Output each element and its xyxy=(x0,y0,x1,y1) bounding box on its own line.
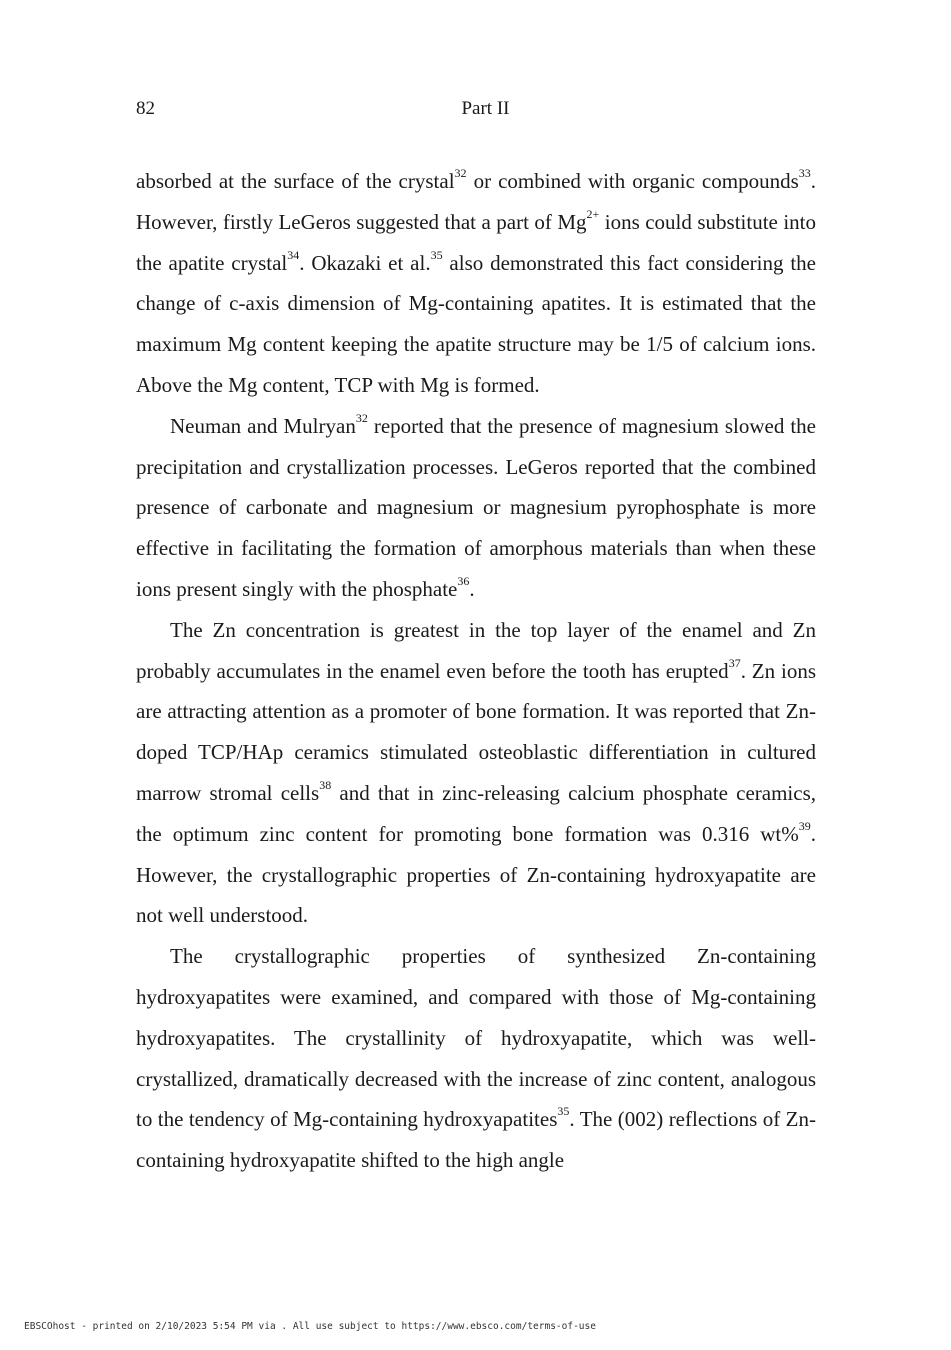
text-run: . xyxy=(469,576,475,601)
text-run: ions could substitute into the apatite crystal xyxy=(136,209,816,275)
citation-superscript: 33 xyxy=(798,166,811,180)
running-head: Part II xyxy=(461,98,510,119)
citation-superscript: 36 xyxy=(457,573,470,588)
text-run: absorbed at the surface of the crystal xyxy=(136,169,455,193)
citation-superscript: 38 xyxy=(319,777,332,792)
paragraph xyxy=(136,936,816,1181)
body-text xyxy=(136,161,816,1181)
paragraph xyxy=(136,610,816,936)
paragraph xyxy=(136,406,816,610)
citation-superscript: 34 xyxy=(287,247,300,262)
text-run: Neuman and Mulryan xyxy=(170,413,356,438)
text-run: . The (002) reflections of Zn-containing hydroxyapatite shifted to the high angle xyxy=(136,1107,816,1173)
paragraph xyxy=(136,161,816,406)
text-run: or combined with organic compounds xyxy=(466,169,799,193)
print-footer: EBSCOhost - printed on 2/10/2023 5:54 PM via . All use subject to https://www.ebsco.com/terms-of-use xyxy=(24,1321,596,1332)
citation-superscript: 32 xyxy=(355,410,368,425)
citation-superscript: 37 xyxy=(728,655,741,670)
text-run: reported that the presence of magnesium slowed the precipitation and crystallization processes. LeGeros reported that the combined presence of carbonate and magnesium or magnesium pyrophosphate is more effective in facilitating the formation of amorphous materials than when these ions present singly with the phosphate xyxy=(136,413,816,601)
page-number: 82 xyxy=(136,98,155,119)
text-run: The crystallographic properties of synthesized Zn-containing hydroxyapatites were examined, and compared with those of Mg-containing hydroxyapatites. The crystallinity of hydroxyapatite, which was well-crystallized, dramatically decreased with the increase of zinc content, analogous to the tendency of Mg-containing hydroxyapatites xyxy=(136,944,816,1132)
text-run: and that in zinc-releasing calcium phosphate ceramics, the optimum zinc content for promoting bone formation was 0.316 wt% xyxy=(136,780,816,846)
text-run: . However, firstly LeGeros suggested that a part of Mg xyxy=(136,169,816,234)
text-run: also demonstrated this fact considering the change of c-axis dimension of Mg-containing apatites. It is estimated that the maximum Mg content keeping the apatite structure may be 1/5 of calcium ions. Above the Mg content, TCP with Mg is formed. xyxy=(136,250,816,397)
text-run: . Okazaki et al. xyxy=(299,250,431,275)
text-run: The Zn concentration is greatest in the top layer of the enamel and Zn probably accumulates in the enamel even before the tooth has erupted xyxy=(136,617,816,683)
citation-superscript: 2+ xyxy=(586,206,600,221)
citation-superscript: 35 xyxy=(557,1104,570,1119)
citation-superscript: 32 xyxy=(454,166,467,180)
text-run: . However, the crystallographic properties of Zn-containing hydroxyapatite are not well understood. xyxy=(136,821,816,928)
citation-superscript: 35 xyxy=(430,247,443,262)
text-run: . Zn ions are attracting attention as a promoter of bone formation. It was reported that Zn-doped TCP/HAp ceramics stimulated osteoblastic differentiation in cultured marrow stromal cells xyxy=(136,658,816,805)
citation-superscript: 39 xyxy=(798,818,811,833)
